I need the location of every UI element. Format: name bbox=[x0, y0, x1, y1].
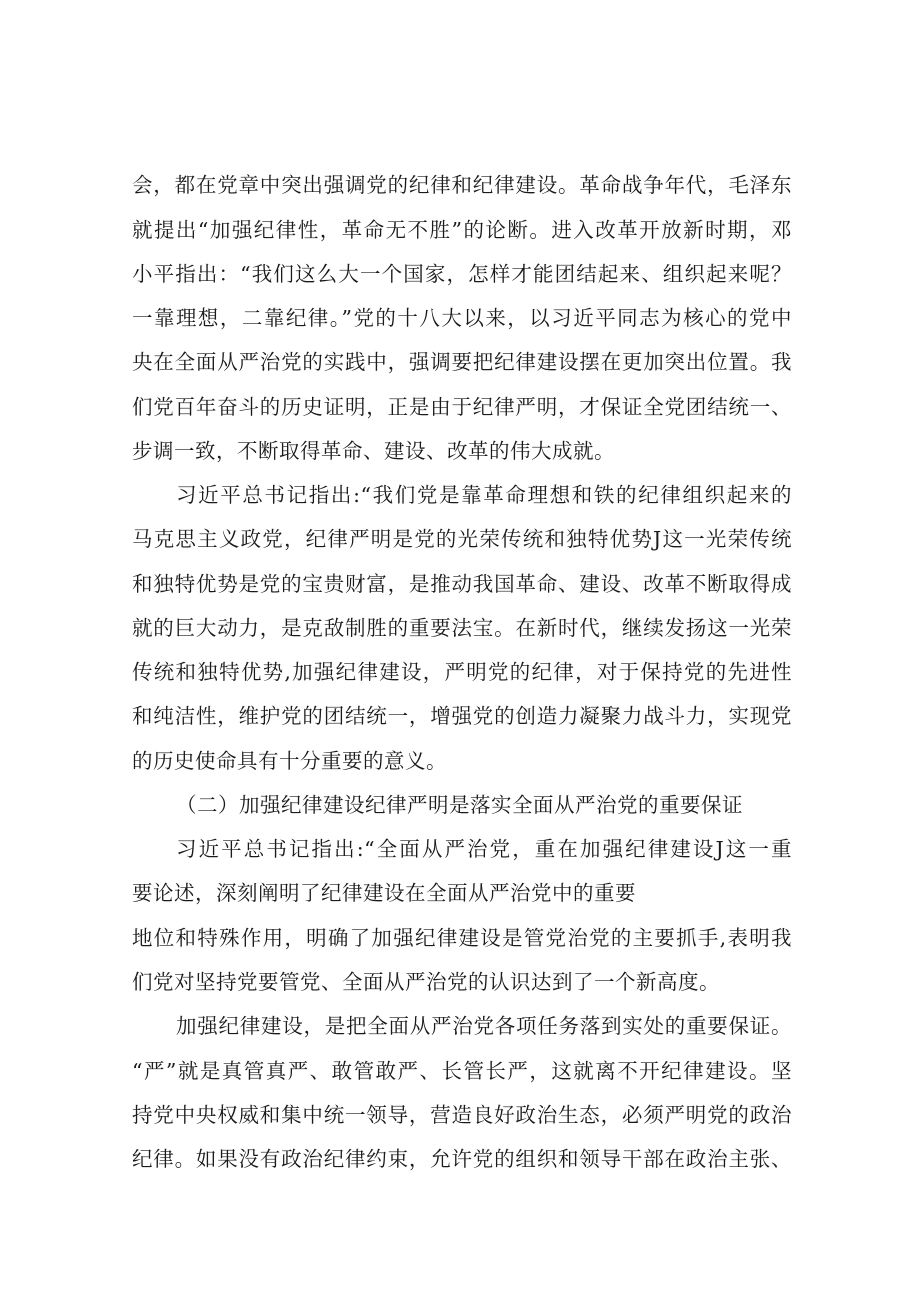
section-heading: （二）加强纪律建设纪律严明是落实全面从严治党的重要保证 bbox=[176, 793, 743, 817]
text-line: 一靠理想，二靠纪律。”党的十八大以来，以习近平同志为核心的党中 bbox=[132, 306, 792, 330]
paragraph-first-line: 习近平总书记指出:“我们党是靠革命理想和铁的纪律组织起来的 bbox=[176, 483, 792, 507]
text-line: 和纯洁性，维护党的团结统一，增强党的创造力凝聚力战斗力，实现党 bbox=[132, 704, 792, 728]
paragraph-first-line: 习近平总书记指出:“全面从严治党，重在加强纪律建设J这一重 bbox=[176, 837, 792, 861]
text-line: 的历史使命具有十分重要的意义。 bbox=[132, 749, 447, 773]
text-line: 就的巨大动力，是克敌制胜的重要法宝。在新时代，继续发扬这一光荣 bbox=[132, 616, 792, 640]
text-line: 央在全面从严治党的实践中，强调要把纪律建设摆在更加突出位置。我 bbox=[132, 350, 792, 374]
text-line: 和独特优势是党的宝贵财富，是推动我国革命、建设、改革不断取得成 bbox=[132, 572, 792, 596]
text-line: 持党中央权威和集中统一领导，营造良好政治生态，必须严明党的政治 bbox=[132, 1103, 792, 1127]
text-line: 们党对坚持党要管党、全面从严治党的认识达到了一个新高度。 bbox=[132, 970, 720, 994]
text-line: 地位和特殊作用，明确了加强纪律建设是管党治党的主要抓手,表明我 bbox=[132, 926, 792, 950]
text-line: 要论述，深刻阐明了纪律建设在全面从严治党中的重要 bbox=[132, 881, 636, 905]
paragraph-first-line: 加强纪律建设，是把全面从严治党各项任务落到实处的重要保证。 bbox=[176, 1014, 792, 1038]
text-line: 纪律。如果没有政治纪律约束，允许党的组织和领导干部在政治主张、 bbox=[132, 1147, 792, 1171]
text-line: “严”就是真管真严、敢管敢严、长管长严，这就离不开纪律建设。坚 bbox=[132, 1059, 792, 1083]
text-line: 马克思主义政党，纪律严明是党的光荣传统和独特优势J这一光荣传统 bbox=[132, 527, 792, 551]
text-line: 们党百年奋斗的历史证明，正是由于纪律严明，才保证全党团结统一、 bbox=[132, 395, 792, 419]
text-line: 步调一致，不断取得革命、建设、改革的伟大成就。 bbox=[132, 439, 615, 463]
text-line: 会，都在党章中突出强调党的纪律和纪律建设。革命战争年代，毛泽东 bbox=[132, 173, 792, 197]
text-line: 传统和独特优势,加强纪律建设，严明党的纪律，对于保持党的先进性 bbox=[132, 660, 792, 684]
text-line: 小平指出：“我们这么大一个国家，怎样才能团结起来、组织起来呢？ bbox=[132, 262, 792, 286]
text-line: 就提出“加强纪律性，革命无不胜”的论断。进入改革开放新时期，邓 bbox=[132, 218, 792, 242]
